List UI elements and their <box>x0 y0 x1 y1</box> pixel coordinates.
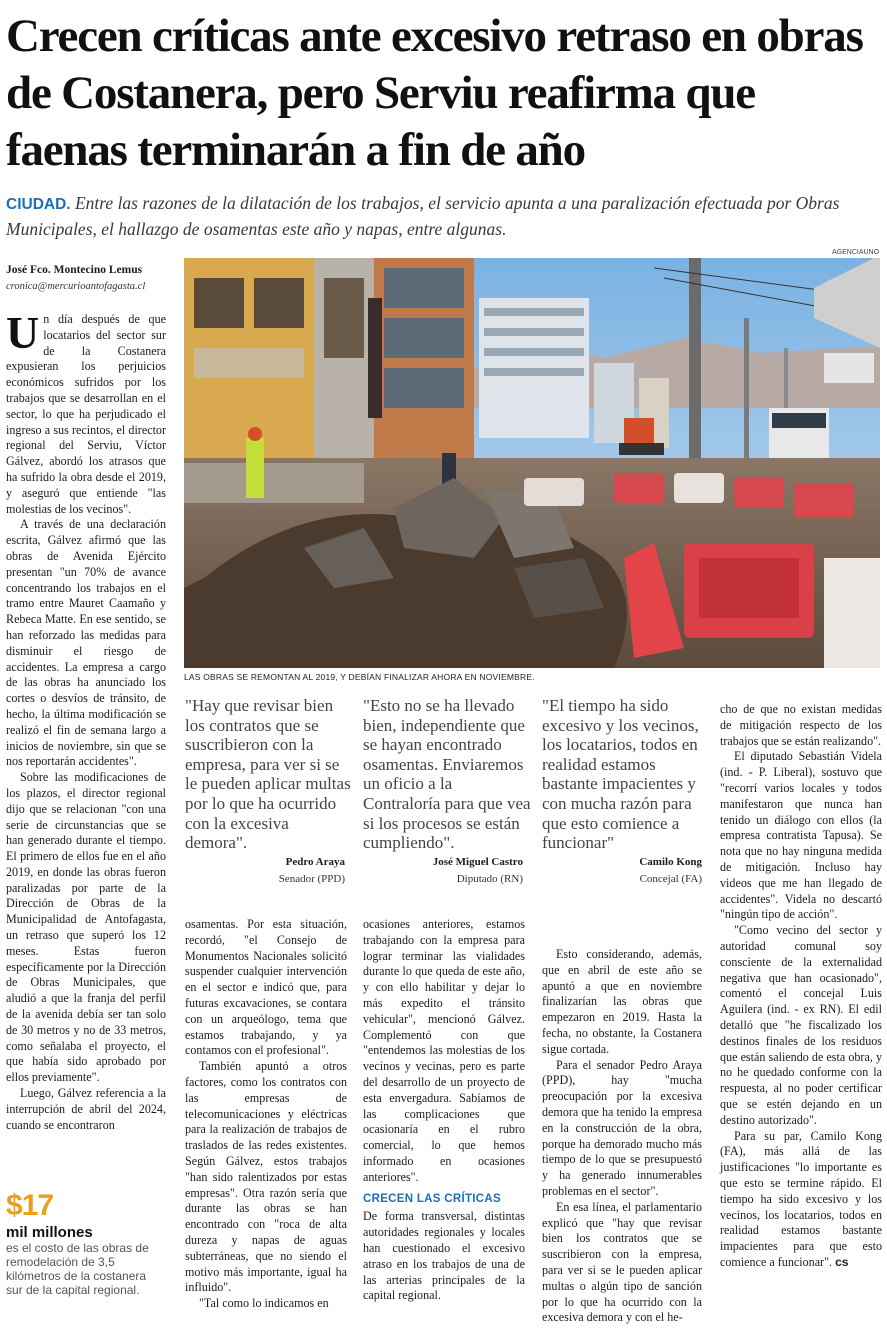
col4-paragraph-3: En esa línea, el parlamentario explicó que "hay que revisar bien los contratos que se suscribieron con la empresa, para ver si se le pueden aplicar multas o algún tipo de sanción por lo que ha ocurrido con la excesiva demora y con el he- <box>542 1199 702 1325</box>
quote-3-role: Concejal (FA) <box>639 873 702 885</box>
column-5 <box>720 702 882 1271</box>
pull-quote-1 <box>185 696 353 853</box>
quote-2-name: José Miguel Castro <box>432 856 523 868</box>
quote-1-name: Pedro Araya <box>285 856 345 868</box>
stat-unit: mil millones <box>6 1224 93 1241</box>
col5-paragraph-1: cho de que no existan medidas de mitigación respecto de los trabajos que se están realizando". <box>720 702 882 748</box>
col1-paragraph-1: Un día después de que locatarios del sector sur de la Costanera expusieran los perjuicios económicos sufridos por los trabajos que se desarrollan en el sector, lo que ha perjudicado el ingreso a sus recintos, el director regional del Serviu, Víctor Gálvez, abordó los atrasos que ha sufrido la obra desde el 2019, y aseguró que entiende "las molestias de los vecinos". <box>6 307 166 516</box>
deck-text: Entre las razones de la dilatación de los trabajos, el servicio apunta a una paralización efectuada por Obras Municipales, el hallazgo de osamentas este año y napas, entre algunas. <box>6 193 840 239</box>
col4-paragraph-2: Para el senador Pedro Araya (PPD), hay "mucha preocupación por la excesiva demora que ha tenido la empresa en la construcción de la obra, porque ha demorado mucho más tiempo de lo que se presupuestó y ha generado innumerables problemas en el sector". <box>542 1057 702 1198</box>
drop-cap: U <box>6 307 40 358</box>
photo-credit: AGENCIAUNO <box>832 249 880 256</box>
column-1 <box>6 307 166 1133</box>
author-email[interactable]: cronica@mercurioantofagasta.cl <box>6 281 146 292</box>
col3-paragraph-2: De forma transversal, distintas autoridades regionales y locales han cuestionado el excesivo atraso en los trabajos de una de las arterias principales de la capital regional. <box>363 1209 525 1303</box>
column-4 <box>542 947 702 1326</box>
col5-paragraph-3: "Como vecino del sector y autoridad comunal soy consciente de la externalidad negativa que han ocasionado", comentó el concejal Luis Aguilera (ind. - ex RN). El edil detalló que "he fiscalizado los destinos finales de los residuos que están saliendo de esta obra, y no he quedado conforme con la respuesta, al no poder certificar que se estén dejando en un destino autorizado". <box>720 923 882 1127</box>
subhead-crecen: CRECEN LAS CRÍTICAS <box>363 1192 501 1205</box>
pull-quote-3 <box>542 696 710 853</box>
col1-paragraph-4: Luego, Gálvez referencia a la interrupción de abril del 2024, cuando se encontraron <box>6 1086 166 1132</box>
col3-paragraph-1: ocasiones anteriores, estamos trabajando con la empresa para lograr terminar las vialidades durante lo que queda de este año, y con ello habilitar y dejar lo más expedito el tránsito vehicular", mencionó Gálvez. Complementó con que "entendemos las molestias de los vecinos y vecinas, pero es parte del desarrollo de un proyecto de esta envergadura. Sabíamos de las complicaciones que ocasionaría en el rubro comercial, lo que hemos informado en ocasiones anteriores". <box>363 917 525 1184</box>
construction-photo <box>184 258 880 668</box>
end-mark: cs <box>835 1254 849 1269</box>
col2-paragraph-2: También apuntó a otros factores, como los contratos con las empresas de telecomunicaciones y eléctricas para la realización de trabajos de traslados de las redes existentes. Según Gálvez, estos trabajos "han sido ralentizados por estas empresas". Otra razón sería que durante las obras se han encontrado con "roca de alta dureza y napas de aguas subterráneas, que no siendo el motivo más importante, igual ha influido". <box>185 1059 347 1295</box>
quote-text: "Esto no se ha llevado bien, independiente que se hayan encontrado osamentas. Enviaremos un oficio a la Contraloría para que vea si los procesos se están cumpliendo". <box>363 696 531 853</box>
stat-box <box>6 1188 166 1297</box>
stat-description: es el costo de las obras de remodelación de 3,5 kilómetros de la costanera sur de la capital regional. <box>6 1241 149 1297</box>
column-2 <box>185 917 347 1312</box>
col2-paragraph-3: "Tal como lo indicamos en <box>199 1296 329 1311</box>
author-name: José Fco. Montecino Lemus <box>6 264 143 276</box>
headline: Crecen críticas ante excesivo retraso en obras de Costanera, pero Serviu reafirma que faenas terminarán a fin de año <box>6 10 863 176</box>
pull-quote-2 <box>363 696 531 853</box>
col5-paragraph-4: Para su par, Camilo Kong (FA), más allá de las justificaciones "lo importante es que esto se termine rápido. El tiempo ha sido excesivo y los vecinos, los locatarios, todos en realidad estamos bastante impacientes para que esto comience a funcionar". cs <box>720 1128 882 1269</box>
col4-paragraph-1: Esto considerando, además, que en abril de este año se apuntó a que en noviembre finalizarían las obras que empezaron en 2019. Hasta la fecha, no obstante, la Costanera sigue cortada. <box>542 947 702 1056</box>
deck <box>6 191 876 241</box>
quote-2-role: Diputado (RN) <box>456 873 523 885</box>
col1-paragraph-3: Sobre las modificaciones de los plazos, el director regional dijo que se relacionan "con una serie de circunstancias que se han generado durante el tiempo. El primero de ellos fue en el año 2019, en donde las obras fueron paralizadas por parte de la Dirección de Obras de la Municipalidad de Antofagasta, un retraso que superó los 12 meses. Estas fueron específicamente por la Dirección de Obras Municipales, que aludió a que la franja del perfil de la avenida debía ser tan solo de 30 metros y no de 33 metros, como señalaba el proyecto, el que había sido aprobado por ellos previamente". <box>6 770 166 1085</box>
col1-paragraph-2: A través de una declaración escrita, Gálvez afirmó que las obras de Avenida Ejército presentan "un 70% de avance concentrando los trabajos en el tramo entre Mauret Caamaño y Rebeca Matte. En ese sentido, se han reforzado las medidas para disminuir el riesgo de accidentes. La empresa a cargo de las obras ha anunciado los cortes o desvíos de tránsito, de hecho, la última modificación se realizó el fin de semana largo a inicios de noviembre, sin que se nos reportarán accidentes". <box>6 517 166 769</box>
section-label: CIUDAD. <box>6 196 71 213</box>
stat-number: $17 <box>6 1189 54 1222</box>
quote-text: "Hay que revisar bien los contratos que se suscribieron con la empresa, para ver si se le pueden aplicar multas por lo que ha ocurrido con la excesiva demora". <box>185 696 351 853</box>
construction-photo-illustration <box>184 258 880 668</box>
column-3 <box>363 917 525 1304</box>
quote-1-role: Senador (PPD) <box>278 873 345 885</box>
photo-caption: LAS OBRAS SE REMONTAN AL 2019, Y DEBÍAN FINALIZAR AHORA EN NOVIEMBRE. <box>184 672 535 682</box>
quote-3-name: Camilo Kong <box>639 856 702 868</box>
quote-text: "El tiempo ha sido excesivo y los vecinos, los locatarios, todos en realidad estamos bastante impacientes y con mucha razón para que esto comience a funcionar" <box>542 696 699 853</box>
col5-paragraph-2: El diputado Sebastián Videla (ind. - P. Liberal), sostuvo que "recorrí varios locales y todos manifestaron que nunca han tenido un diálogo con ellos (la empresa contratista Tapusa). Se nota que no hay ninguna medida de mitigación. Incluso hay videos que me han llegado de accidentes". Videla no descartó "ningún tipo de acción". <box>720 749 882 922</box>
col2-paragraph-1: osamentas. Por esta situación, recordó, "el Consejo de Monumentos Nacionales solicitó suspender cualquier intervención en el sector e indicó que, para futuras excavaciones, se contara con un arqueólogo, tema que estamos trabajando, y ya contamos con el profesional". <box>185 917 347 1058</box>
